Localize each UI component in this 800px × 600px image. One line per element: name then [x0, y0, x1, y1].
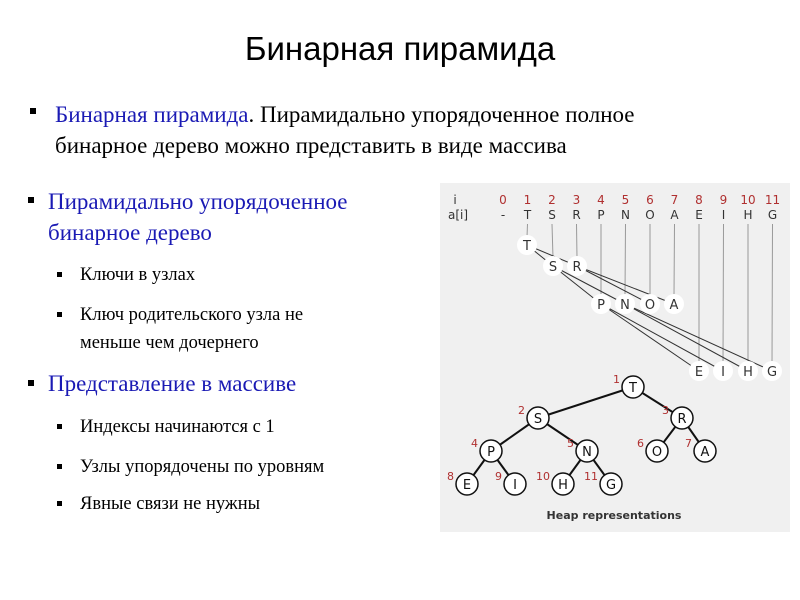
node-index: 2 — [518, 404, 525, 417]
tree-edge — [625, 304, 748, 371]
node-index: 5 — [567, 437, 574, 450]
node-index: 4 — [471, 437, 478, 450]
index-number: 1 — [523, 193, 532, 207]
array-value: N — [621, 208, 630, 222]
bullet-line: бинарное дерево — [48, 220, 212, 245]
node-label: O — [644, 298, 656, 313]
figure-caption: Heap representations — [546, 509, 682, 522]
node-label: H — [558, 478, 568, 493]
node-label: N — [582, 445, 592, 460]
intro-term: Бинарная пирамида — [55, 102, 249, 127]
node-label: A — [669, 298, 679, 313]
array-value: E — [695, 208, 703, 222]
sub-bullet: Узлы упорядочены по уровням — [80, 457, 325, 477]
array-value: O — [645, 208, 655, 222]
node-index: 11 — [584, 470, 598, 483]
sub-bullet: Явные связи не нужны — [80, 494, 261, 514]
node-label: P — [597, 298, 605, 313]
node-label: I — [721, 365, 725, 380]
index-number: 11 — [764, 193, 781, 207]
node-label: P — [487, 445, 495, 460]
slide-title: Бинарная пирамида — [244, 30, 556, 67]
bullet-array: Представление в массиве — [48, 371, 297, 396]
node-label: R — [572, 260, 582, 275]
sub-bullet: Индексы начинаются с 1 — [80, 417, 275, 437]
node-index: 7 — [685, 437, 692, 450]
node-index: 6 — [637, 437, 644, 450]
tree-edge — [601, 304, 699, 371]
index-number: 7 — [670, 193, 679, 207]
intro-line2: бинарное дерево можно представить в виде массива — [55, 133, 567, 158]
sub-bullet: Ключи в узлах — [80, 265, 196, 285]
array-label: a[i] — [447, 208, 469, 222]
node-index: 9 — [495, 470, 502, 483]
node-label: S — [533, 412, 543, 427]
array-value: G — [767, 208, 778, 222]
array-link-line — [772, 224, 773, 363]
array-value: T — [523, 208, 532, 222]
index-number: 4 — [597, 193, 605, 207]
node-label: I — [513, 478, 517, 493]
node-label: N — [620, 298, 630, 313]
array-value: I — [721, 208, 726, 222]
node-label: R — [677, 412, 687, 427]
array-value: - — [500, 208, 506, 222]
array-link-line — [674, 224, 675, 296]
index-number: 8 — [695, 193, 703, 207]
index-number: 2 — [548, 193, 556, 207]
array-value: S — [548, 208, 556, 222]
sub-bullet-line: Ключ родительского узла не — [80, 305, 304, 325]
array-value: A — [670, 208, 679, 222]
index-number: 10 — [740, 193, 756, 207]
node-label: E — [694, 365, 704, 380]
index-number: 6 — [646, 193, 654, 207]
index-label: i — [453, 193, 457, 207]
sub-bullet-line: меньше чем дочернего — [80, 333, 259, 353]
node-label: T — [629, 381, 637, 396]
array-value: H — [743, 208, 753, 222]
node-label: G — [766, 365, 778, 380]
index-number: 3 — [572, 193, 581, 207]
index-number: 5 — [621, 193, 630, 207]
node-label: E — [462, 478, 472, 493]
node-label: G — [605, 478, 617, 493]
node-index: 1 — [613, 373, 620, 386]
index-number: 0 — [499, 193, 507, 207]
intro-line1: . Пирамидально упорядоченное полное — [248, 102, 635, 127]
index-number: 9 — [719, 193, 728, 207]
node-label: A — [700, 445, 710, 460]
node-label: S — [548, 260, 558, 275]
array-link-line — [552, 224, 553, 258]
array-value: P — [597, 208, 605, 222]
node-index: 10 — [536, 470, 550, 483]
tree-edge — [538, 387, 633, 418]
array-value: R — [572, 208, 581, 222]
node-index: 3 — [662, 404, 669, 417]
array-link-line — [723, 224, 724, 363]
node-label: O — [651, 445, 663, 460]
node-label: T — [523, 239, 531, 254]
array-link-line — [577, 224, 578, 258]
bullet-line: Пирамидально упорядоченное — [48, 189, 348, 214]
node-index: 8 — [447, 470, 454, 483]
tree-edge — [601, 304, 723, 371]
node-label: H — [743, 365, 753, 380]
